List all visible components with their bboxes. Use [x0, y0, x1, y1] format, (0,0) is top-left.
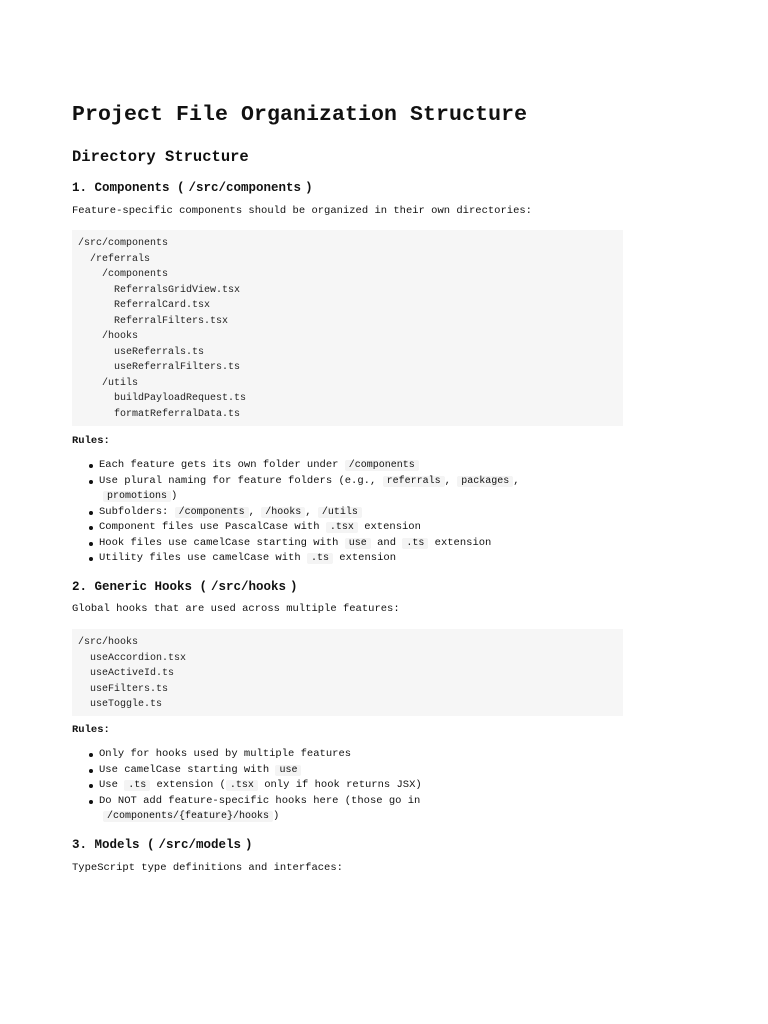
heading-models-path: /src/models [158, 838, 242, 852]
components-intro: Feature-specific components should be organized in their own directories: [72, 205, 532, 217]
heading-models: 3. Models ( /src/models ) [72, 838, 253, 852]
heading-generic-hooks: 2. Generic Hooks ( /src/hooks ) [72, 580, 298, 594]
list-item: Use plural naming for feature folders (e.g., referrals , packages , [99, 474, 520, 490]
list-item: Use .ts extension ( .tsx only if hook returns JSX) [99, 778, 422, 794]
list-item: Use camelCase starting with use [99, 763, 422, 779]
hooks-code-block: /src/hooks useAccordion.tsx useActiveId.ts useFilters.ts useToggle.ts [72, 629, 623, 716]
components-rules-label: Rules: [72, 435, 110, 447]
hooks-rules-list [72, 747, 422, 825]
list-item-continuation: promotions ) [99, 489, 520, 505]
models-intro: TypeScript type definitions and interfaces: [72, 862, 343, 874]
list-item: Utility files use camelCase with .ts extension [99, 551, 520, 567]
heading-components: 1. Components ( /src/components ) [72, 181, 313, 195]
components-rules-list [72, 458, 520, 567]
list-item: Subfolders: /components , /hooks , /utils [99, 505, 520, 521]
list-item-continuation: /components/{feature}/hooks ) [99, 809, 422, 825]
components-code-block: /src/components /referrals /components ReferralsGridView.tsx ReferralCard.tsx ReferralFilters.tsx /hooks useReferrals.ts useReferralFilters.ts /utils buildPayloadRequest.ts formatReferralData.ts [72, 230, 623, 426]
hooks-intro: Global hooks that are used across multiple features: [72, 603, 400, 615]
list-item: Each feature gets its own folder under /components [99, 458, 520, 474]
list-item: Only for hooks used by multiple features [99, 747, 422, 763]
heading-hooks-path: /src/hooks [211, 580, 287, 594]
hooks-rules-label: Rules: [72, 724, 110, 736]
section-heading-directory-structure: Directory Structure [72, 148, 249, 166]
list-item: Component files use PascalCase with .tsx extension [99, 520, 520, 536]
list-item: Do NOT add feature-specific hooks here (those go in [99, 794, 422, 810]
page-title: Project File Organization Structure [72, 103, 528, 127]
list-item: Hook files use camelCase starting with use and .ts extension [99, 536, 520, 552]
heading-components-path: /src/components [188, 181, 302, 195]
